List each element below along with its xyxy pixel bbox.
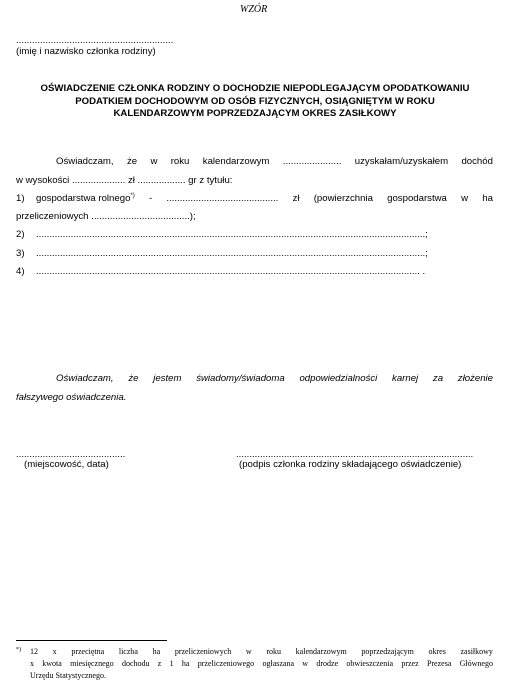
declaration-word: Oświadczam, [56,156,114,167]
item-2-number: 2) [16,229,25,240]
declaration-word: w [150,156,158,167]
declaration-word: uzyskałam/uzyskałem [354,156,449,167]
liability-statement-line-1 [56,373,493,384]
item-1-word: ha [482,193,493,204]
footnote-line-3: Urzędu Statystycznego. [30,671,106,680]
statement-word: świadomy/świadoma [196,373,285,384]
item-1-number: 1) [16,193,25,204]
form-title-line-2: PODATKIEM DOCHODOWYM OD OSÓB FIZYCZNYCH, OSIĄGNIĘTYM W ROKU [75,96,435,107]
declaration-line-1 [56,156,493,167]
footnote-word: roku [266,647,282,656]
name-signature-dots: ........................................................... [16,35,174,46]
item-3-number: 3) [16,248,25,259]
footnote-word: Prezesa [426,659,452,668]
item-1-amount-blank: .......................................... [166,193,279,204]
footnote-word: poprzedzającym [361,647,414,656]
statement-word: że [128,373,139,384]
footnote-word: Głównego [459,659,493,668]
declaration-word: że [126,156,138,167]
footnote-word: drodze [316,659,339,668]
footnote-word: zasiłkowy [460,647,493,656]
footnote-marker: *) [16,647,21,653]
item-2-blank: ..................................................................................................................................................; [36,229,428,240]
footnote-word: x [52,647,57,656]
footnote-word: w [302,659,309,668]
name-caption: (imię i nazwisko członka rodziny) [16,46,156,57]
item-4-number: 4) [16,266,25,277]
signature-caption: (podpis członka rodziny składającego oświadczenie) [239,459,462,470]
footnote-word: liczba [118,647,138,656]
footnote-word: kwota [42,659,62,668]
statement-word: karnej [392,373,419,384]
item-1-farm-label: gospodarstwa rolnego*) [36,193,135,204]
footnote-word: z [157,659,162,668]
statement-word: jestem [153,373,182,384]
item-1-word: (powierzchnia [313,193,373,204]
item-1-line [36,193,493,204]
footnote-word: przez [401,659,419,668]
footnote-word: dochodu [121,659,150,668]
footnote-separator [16,640,167,641]
footnote-word: ha [181,659,190,668]
statement-word: za [432,373,444,384]
signature-dots: ......................................................................................... [236,449,474,460]
footnote-word: przeliczeniowych [174,647,232,656]
statement-word: Oświadczam, [56,373,114,384]
footnote-word: w [245,647,252,656]
form-title-line-1: OŚWIADCZENIE CZŁONKA RODZINY O DOCHODZIE NIEPODLEGAJĄCYM OPODATKOWANIU [40,83,470,94]
declaration-word: kalendarzowym [202,156,270,167]
footnote-word: kalendarzowym [295,647,347,656]
declaration-word: roku [170,156,190,167]
footnote-word: obwieszczenia [346,659,394,668]
item-3-blank: ..................................................................................................................................................; [36,248,428,259]
footnote-marker: *) [130,193,135,199]
year-blank: ...................... [282,156,342,167]
declaration-line-2: w wysokości .................... zł .................. gr z tytułu: [16,175,233,186]
place-date-caption: (miejscowość, data) [24,459,109,470]
document-type-label: WZÓR [240,4,268,15]
footnote-word: okres [428,647,446,656]
place-date-dots: ......................................... [16,449,126,460]
footnote-word: przeciętna [71,647,105,656]
footnote-word: miesięcznego [70,659,114,668]
item-1-dash: - [148,193,153,204]
declaration-word: dochód [461,156,493,167]
footnote-word: ha [152,647,161,656]
item-4-blank: ................................................................................................................................................ . [36,266,426,277]
statement-word: złożenie [457,373,493,384]
item-1-word: w [461,193,469,204]
item-1-line-2: przeliczeniowych .....................................); [16,211,196,222]
footnote-line-1 [30,646,493,658]
footnote-line-2 [30,658,493,670]
item-1-word: gospodarstwa [387,193,447,204]
footnote-word: 12 [30,647,38,656]
footnote-word: x [30,659,34,668]
form-title-line-3: KALENDARZOWYM POPRZEDZAJĄCYM OKRES ZASIŁKOWY [113,108,397,119]
liability-statement-line-2: fałszywego oświadczenia. [16,392,127,403]
item-1-word: zł [292,193,300,204]
footnote-word: ogłaszana [262,659,295,668]
footnote-word: 1 [169,659,174,668]
footnote-word: przeliczeniowego [197,659,255,668]
statement-word: odpowiedzialności [299,373,378,384]
